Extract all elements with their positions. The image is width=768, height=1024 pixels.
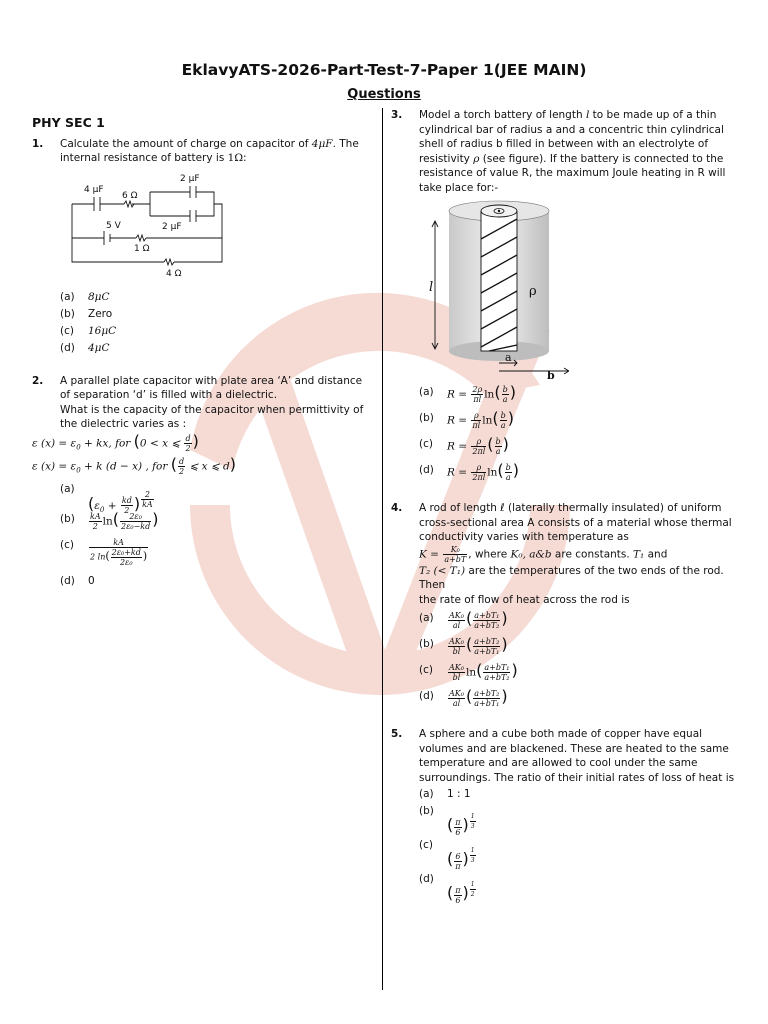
question-text: A rod of length ℓ (laterally thermally insulated) of uniform cross-sectional area A consists of a material whose thermal conductivity varies with temperature as bbox=[419, 502, 732, 543]
option-d[interactable]: (d) R = $\frac{\rho}{2\pi l}$ ln( $\frac{b}{a}$ ) bbox=[419, 460, 520, 482]
question-number: 2. bbox=[32, 374, 44, 387]
question-number: 1. bbox=[32, 137, 44, 150]
left-column bbox=[32, 108, 370, 591]
option-b[interactable]: (b) $\frac{kA}{2}$ ln( $\frac{\text{2ε₀}}{\text{2ε₀−kd}}$ ) bbox=[60, 509, 159, 531]
svg-text:l: l bbox=[429, 280, 434, 295]
option-b[interactable]: (b) R = $\frac{\rho}{\pi l}$ ln( $\frac{b}{a}$ ) bbox=[419, 408, 514, 430]
svg-text:6 Ω: 6 Ω bbox=[122, 190, 138, 201]
svg-text:b: b bbox=[547, 369, 555, 379]
option-b[interactable]: (b) $\frac{\text{AK₀}}{bl}$ ( $\frac{\text{a+bT₂}}{\text{a+bT₁}}$ ) bbox=[419, 634, 508, 656]
svg-text:a: a bbox=[505, 351, 512, 364]
svg-text:5 V: 5 V bbox=[106, 220, 121, 231]
question-text: Model a torch battery of length l to be made up of a thin cylindrical bar of radius a and a concentric thin cylindrical shell of radius b filled in between with an electrolyte of resistivity ρ (see figure). If the battery is connected to the resistance of value R, the maximum Joule heating in R will take place for:- bbox=[419, 109, 726, 194]
question-4 bbox=[391, 501, 736, 715]
options-list bbox=[419, 608, 736, 715]
page-subtitle: Questions bbox=[347, 87, 421, 102]
option-c[interactable]: (c) $\frac{\text{AK₀}}{bl}$ ln( $\frac{\text{a+bT₁}}{\text{a+bT₂}}$ ) bbox=[419, 660, 518, 682]
question-number: 5. bbox=[391, 728, 403, 740]
question-1 bbox=[32, 137, 370, 358]
option-d[interactable]: (d) 0 bbox=[60, 574, 95, 587]
question-text-temps: T₂ (< T₁) are the temperatures of the two ends of the rod. Then bbox=[419, 564, 724, 591]
options-list bbox=[419, 787, 736, 906]
question-text-formula: K = $\frac{\text{K₀}}{a+bT}$ , where K₀, a&b are constants. T₁ and bbox=[419, 544, 668, 564]
page-title: EklavyATS-2026-Part-Test-7-Paper 1(JEE MAIN) bbox=[181, 61, 587, 79]
question-3 bbox=[391, 108, 736, 489]
svg-text:2 μF: 2 μF bbox=[180, 173, 200, 184]
option-a[interactable]: (a) ($\varepsilon_0$ + $\frac{kd}{2}$ ) $\frac{2}{kA}$ bbox=[60, 482, 153, 515]
question-text: Calculate the amount of charge on capacitor of 4μF. The internal resistance of battery is 1Ω: bbox=[60, 137, 359, 164]
column-divider bbox=[382, 108, 383, 990]
option-a[interactable]: (a) 8μC bbox=[60, 290, 110, 303]
svg-text:4 Ω: 4 Ω bbox=[166, 268, 182, 279]
equation-2: ε $(x) = \varepsilon_0 + k$ (d − x) , for ( $\frac{d}{2}$ ⩽ x ⩽ d) bbox=[32, 454, 236, 476]
option-a-math: ($\varepsilon_0$ + $\frac{kd}{2}$ ) $\frac{2}{kA}$ bbox=[88, 489, 153, 515]
question-text-tail: the rate of flow of heat across the rod is bbox=[419, 593, 630, 606]
battery-cylinder-figure bbox=[419, 199, 569, 379]
question-2-options bbox=[32, 482, 370, 591]
svg-text:4 μF: 4 μF bbox=[84, 184, 104, 195]
svg-text:1 Ω: 1 Ω bbox=[134, 243, 150, 254]
option-b[interactable]: (b) Zero bbox=[60, 307, 113, 320]
option-c[interactable]: (c) 16μC bbox=[60, 324, 117, 337]
question-text-2: What is the capacity of the capacitor when permittivity of the dielectric varies as : bbox=[60, 403, 364, 430]
option-a[interactable]: (a) R = $\frac{2\rho}{\pi l}$ ln( $\frac{b}{a}$ ) bbox=[419, 382, 516, 404]
circuit-figure bbox=[64, 170, 234, 282]
option-a[interactable]: (a) $\frac{\text{AK₀}}{al}$ ( $\frac{\text{a+bT₁}}{\text{a+bT₂}}$ ) bbox=[419, 608, 508, 630]
question-text: A parallel plate capacitor with plate area ‘A’ and distance of separation ‘d’ is filled with a dielectric. bbox=[60, 374, 363, 401]
equation-1: ε $(x) = \varepsilon_0$ + kx, for (0 < x ⩽ $\frac{d}{2}$ ) bbox=[32, 431, 199, 453]
question-5 bbox=[391, 727, 736, 906]
option-c[interactable]: (c) ( $\frac{6}{\pi}$ ) $\frac{1}{3}$ bbox=[419, 839, 475, 871]
options-list bbox=[60, 290, 370, 358]
option-c[interactable]: (c) kA 2 ln( $\frac{\text{2ε₀+kd}}{\text{2ε₀}}$ ) bbox=[60, 537, 148, 567]
question-number: 4. bbox=[391, 502, 403, 514]
option-c[interactable]: (c) R = $\frac{\rho}{2\pi l}$ ( $\frac{b}{a}$ ) bbox=[419, 434, 509, 456]
question-2 bbox=[32, 374, 370, 432]
svg-text:ρ: ρ bbox=[529, 284, 537, 299]
option-d[interactable]: (d) ( $\frac{\pi}{6}$ ) $\frac{1}{2}$ bbox=[419, 873, 475, 905]
question-number: 3. bbox=[391, 109, 403, 121]
option-a[interactable]: (a) 1 : 1 bbox=[419, 788, 471, 800]
section-heading: PHY SEC 1 bbox=[32, 115, 105, 130]
right-column bbox=[391, 108, 736, 906]
options-list bbox=[60, 482, 370, 591]
svg-text:2 μF: 2 μF bbox=[162, 221, 182, 232]
option-b[interactable]: (b) ( $\frac{\pi}{6}$ ) $\frac{1}{3}$ bbox=[419, 805, 475, 837]
option-d[interactable]: (d) 4μC bbox=[60, 341, 110, 354]
question-text: A sphere and a cube both made of copper have equal volumes and are blackened. These are heated to the same temperature and are allowed to cool under the same surroundings. The ratio of their initial rates of loss of heat is bbox=[419, 728, 735, 784]
options-list bbox=[419, 382, 736, 489]
option-d[interactable]: (d) $\frac{\text{AK₀}}{al}$ ( $\frac{\text{a+bT₂}}{\text{a+bT₁}}$ ) bbox=[419, 686, 508, 708]
